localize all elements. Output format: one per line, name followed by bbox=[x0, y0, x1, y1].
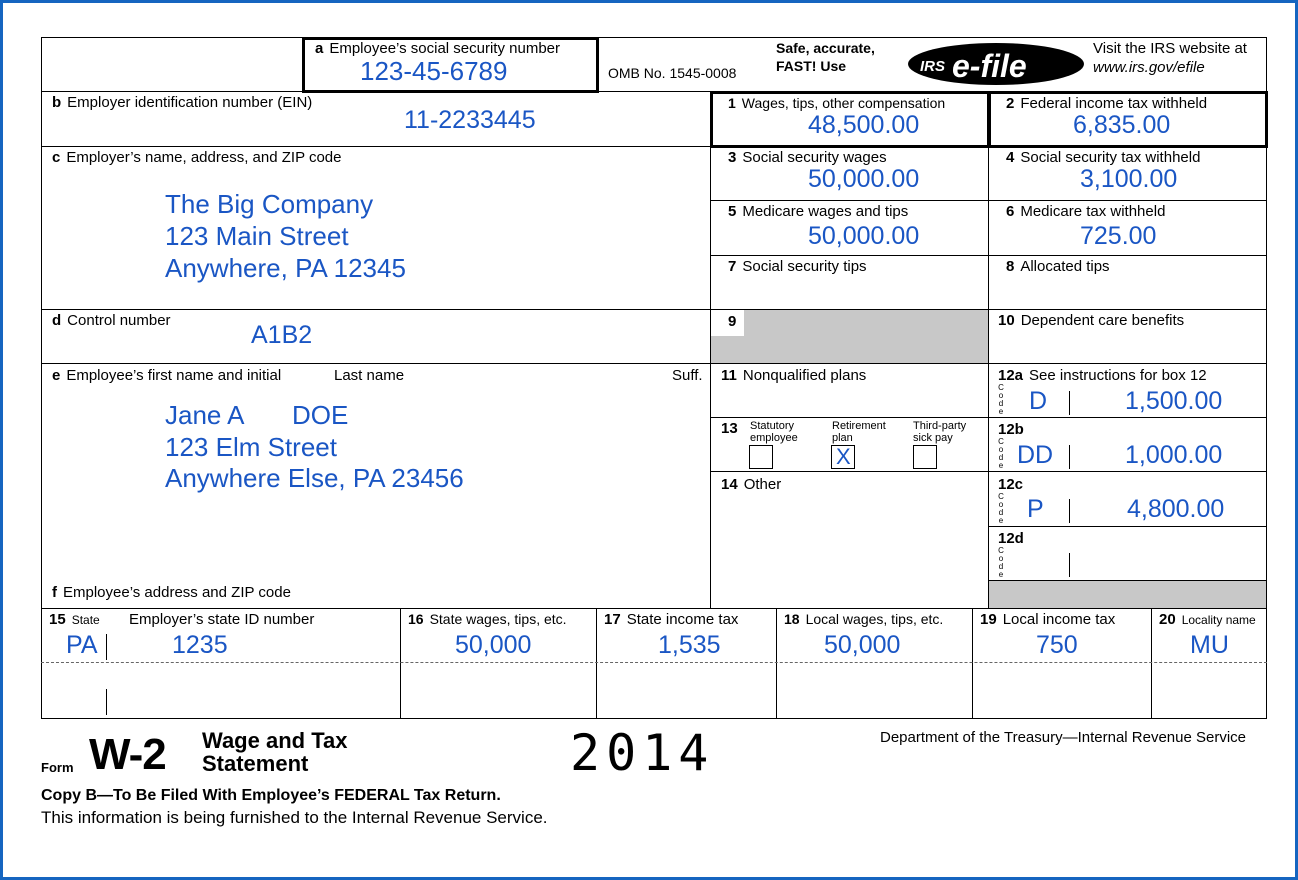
box-d-label: d Control number bbox=[52, 312, 171, 329]
box-12b-label: 12b bbox=[998, 421, 1024, 438]
employer-city: Anywhere, PA 12345 bbox=[165, 253, 406, 283]
box-15-state-label: 15 State bbox=[49, 611, 100, 628]
box-12b-amount: 1,000.00 bbox=[1125, 441, 1223, 469]
box-16-value: 50,000 bbox=[455, 631, 532, 659]
box-16-label: 16 State wages, tips, etc. bbox=[408, 611, 567, 627]
box-4-label: 4 Social security tax withheld bbox=[1006, 149, 1201, 166]
rule bbox=[596, 608, 597, 718]
box-f-label: f Employee’s address and ZIP code bbox=[52, 584, 291, 601]
box-6-label: 6 Medicare tax withheld bbox=[1006, 203, 1166, 220]
box-17-value: 1,535 bbox=[658, 631, 721, 659]
box-12c-amount: 4,800.00 bbox=[1127, 495, 1225, 523]
box-7-label: 7 Social security tips bbox=[728, 258, 867, 275]
box-a-label: a Employee’s social security number bbox=[315, 40, 560, 57]
employer-street: 123 Main Street bbox=[165, 221, 349, 251]
third-party-sick-pay-label: Third-party sick pay bbox=[913, 420, 967, 444]
suffix-label: Suff. bbox=[672, 367, 703, 384]
rule bbox=[710, 471, 1267, 472]
wage-tax-line-2: Statement bbox=[202, 751, 309, 776]
rule bbox=[41, 363, 1267, 364]
rule bbox=[1151, 608, 1152, 718]
box-c-label: c Employer’s name, address, and ZIP code bbox=[52, 149, 342, 166]
box-13-number: 13 bbox=[721, 420, 738, 437]
rule bbox=[41, 309, 1267, 310]
department-line: Department of the Treasury—Internal Revenue Service bbox=[880, 729, 1247, 746]
rule bbox=[710, 200, 1267, 201]
employee-city: Anywhere Else, PA 23456 bbox=[165, 463, 464, 493]
svg-text:IRS: IRS bbox=[920, 58, 946, 75]
box-20-label: 20 Locality name bbox=[1159, 611, 1256, 628]
box-1-label: 1 Wages, tips, other compensation bbox=[728, 95, 946, 111]
box-15-id-label: Employer’s state ID number bbox=[129, 611, 315, 628]
retirement-plan-checkbox[interactable] bbox=[831, 445, 855, 469]
rule bbox=[988, 526, 1267, 527]
rule bbox=[41, 146, 711, 147]
box-10-label: 10 Dependent care benefits bbox=[998, 312, 1185, 329]
wage-tax-line-1: Wage and Tax bbox=[202, 728, 348, 753]
box-12-shaded-strip bbox=[989, 581, 1266, 608]
box-18-label: 18 Local wages, tips, etc. bbox=[784, 611, 944, 627]
rule bbox=[1069, 391, 1070, 415]
rule bbox=[1069, 553, 1070, 577]
rule bbox=[400, 608, 401, 718]
employee-street: 123 Elm Street bbox=[165, 432, 337, 462]
box-12a-amount: 1,500.00 bbox=[1125, 387, 1223, 415]
box-5-label: 5 Medicare wages and tips bbox=[728, 203, 909, 220]
employee-first-name: Jane A bbox=[165, 400, 245, 430]
employee-last-name: DOE bbox=[292, 400, 349, 430]
box-1-value: 48,500.00 bbox=[808, 111, 920, 139]
box-12c-label: 12c bbox=[998, 476, 1024, 493]
box-12d-code-caption: C o d e bbox=[998, 546, 1004, 579]
efile-logo bbox=[906, 41, 1086, 87]
box-17-label: 17 State income tax bbox=[604, 611, 739, 628]
form-year: 2014 bbox=[570, 724, 715, 782]
rule bbox=[710, 255, 1267, 256]
rule bbox=[1069, 445, 1070, 469]
statutory-employee-label: Statutory employee bbox=[750, 420, 798, 444]
omb-number: OMB No. 1545-0008 bbox=[608, 65, 737, 81]
last-name-label: Last name bbox=[334, 367, 405, 384]
state-id-value: 1235 bbox=[172, 631, 228, 659]
visit-line-2: www.irs.gov/efile bbox=[1093, 59, 1205, 76]
copy-b-line: Copy B—To Be Filed With Employee’s FEDERAL Tax Return. bbox=[41, 787, 501, 804]
box-4-value: 3,100.00 bbox=[1080, 165, 1178, 193]
rule bbox=[710, 417, 1267, 418]
box-11-label: 11 Nonqualified plans bbox=[721, 367, 867, 384]
box-19-value: 750 bbox=[1036, 631, 1078, 659]
box-12b-code: DD bbox=[1017, 441, 1054, 469]
furnished-line: This information is being furnished to the Internal Revenue Service. bbox=[41, 808, 548, 827]
rule bbox=[1069, 499, 1070, 523]
state-code: PA bbox=[66, 631, 98, 659]
rule bbox=[106, 689, 107, 715]
box-e-label: e Employee’s first name and initial bbox=[52, 367, 282, 384]
safe-line-1: Safe, accurate, bbox=[776, 40, 875, 56]
employer-name: The Big Company bbox=[165, 189, 374, 219]
svg-text:e-file: e-file bbox=[952, 48, 1027, 84]
rule bbox=[41, 662, 1267, 663]
box-18-value: 50,000 bbox=[824, 631, 901, 659]
box-b-label: b Employer identification number (EIN) bbox=[52, 94, 313, 111]
statutory-employee-checkbox[interactable] bbox=[749, 445, 773, 469]
rule bbox=[106, 634, 107, 660]
form-word: Form bbox=[41, 760, 74, 775]
form-w2-title: W-2 bbox=[89, 730, 166, 779]
retirement-plan-check-mark: X bbox=[836, 444, 851, 469]
visit-line-1: Visit the IRS website at bbox=[1093, 40, 1247, 57]
rule bbox=[41, 608, 1267, 609]
box-12a-label: 12a See instructions for box 12 bbox=[998, 367, 1207, 384]
box-3-label: 3 Social security wages bbox=[728, 149, 887, 166]
box-5-value: 50,000.00 bbox=[808, 222, 920, 250]
rule bbox=[776, 608, 777, 718]
rule bbox=[988, 91, 989, 609]
third-party-sick-pay-checkbox[interactable] bbox=[913, 445, 937, 469]
retirement-plan-label: Retirement plan bbox=[832, 420, 886, 444]
rule bbox=[972, 608, 973, 718]
box-9-shaded bbox=[711, 310, 988, 363]
box-12c-code-caption: C o d e bbox=[998, 492, 1004, 525]
box-12d-label: 12d bbox=[998, 530, 1024, 547]
ein-value: 11-2233445 bbox=[404, 106, 536, 134]
box-8-label: 8 Allocated tips bbox=[1006, 258, 1110, 275]
box-12a-code-caption: C o d e bbox=[998, 383, 1004, 416]
ssn-value: 123-45-6789 bbox=[360, 56, 508, 86]
box-3-value: 50,000.00 bbox=[808, 165, 920, 193]
box-12b-code-caption: C o d e bbox=[998, 437, 1004, 470]
box-12a-code: D bbox=[1029, 387, 1048, 415]
box-6-value: 725.00 bbox=[1080, 222, 1157, 250]
safe-line-2: FAST! Use bbox=[776, 58, 847, 74]
box-20-value: MU bbox=[1190, 631, 1229, 659]
box-12c-code: P bbox=[1027, 495, 1044, 523]
box-2-label: 2 Federal income tax withheld bbox=[1006, 95, 1208, 112]
box-14-label: 14 Other bbox=[721, 476, 782, 493]
box-9-label: 9 bbox=[728, 313, 737, 330]
control-number: A1B2 bbox=[251, 321, 313, 349]
box-2-value: 6,835.00 bbox=[1073, 111, 1171, 139]
box-19-label: 19 Local income tax bbox=[980, 611, 1116, 628]
